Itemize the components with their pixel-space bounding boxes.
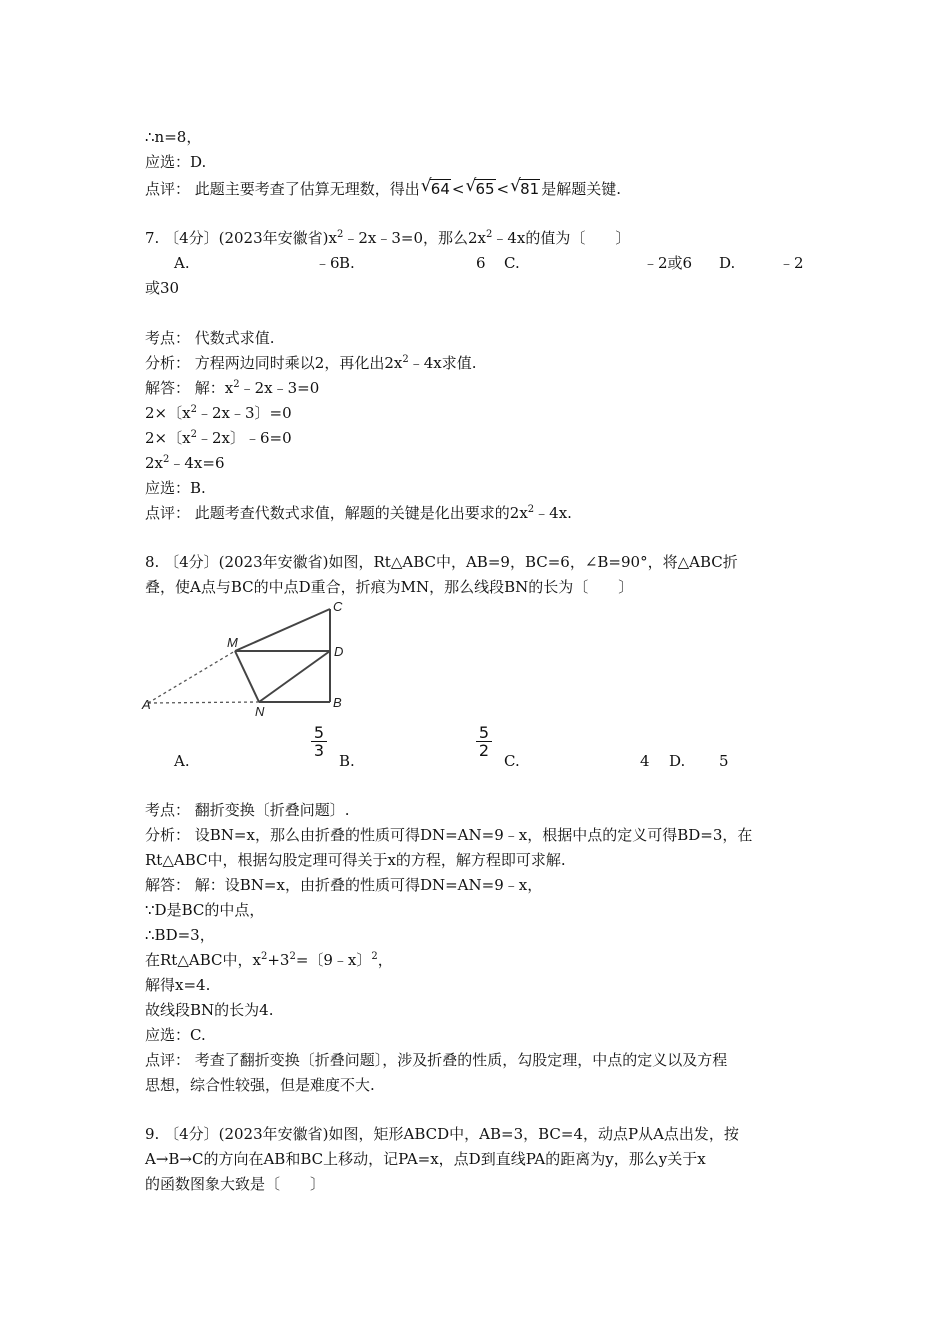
label-n: N bbox=[255, 704, 265, 719]
q9-stem-line3: 的函数图象大致是〔 〕 bbox=[145, 1175, 326, 1193]
q8-dianping-line1: 点评： 考查了翻折变换〔折叠问题〕，涉及折叠的性质，勾股定理，中点的定义以及方程 bbox=[145, 1051, 728, 1069]
label-b: B bbox=[333, 695, 342, 710]
q9-stem-line2: A→B→C的方向在AB和BC上移动，记PA=x，点D到直线PA的距离为y，那么y关于x bbox=[145, 1150, 706, 1168]
q8-option-c-label: C. bbox=[504, 752, 520, 770]
q8-fenxi-line2: Rt△ABC中，根据勾股定理可得关于x的方程，解方程即可求解. bbox=[145, 851, 566, 869]
q8-stem-line1: 8. 〔4分〕(2023年安徽省)如图，Rt△ABC中，AB=9，BC=6，∠B=90°，将△ABC折 bbox=[145, 553, 738, 571]
q7-option-d-value: ﹣2 bbox=[779, 254, 804, 272]
q7-step-1: 2×〔$x^2﹣2x﹣3$〕=0 bbox=[145, 404, 292, 422]
q7-stem: 7. 〔4分〕(2023年安徽省)$x^2﹣2x﹣3=0$，那么$2x^2﹣4x$的值为〔 〕 bbox=[145, 229, 631, 247]
q7-option-b-value: 6 bbox=[476, 254, 486, 272]
q8-answer: 应选：C. bbox=[145, 1026, 206, 1044]
edge-mn bbox=[235, 651, 259, 702]
q8-option-d-label: D. bbox=[669, 752, 686, 770]
q8-jieda: 解答： 解：设BN=x，由折叠的性质可得DN=AN=9﹣x， bbox=[145, 876, 543, 894]
q6-answer: 应选：D. bbox=[145, 153, 207, 171]
q8-step-2: ∴BD=3， bbox=[145, 926, 215, 944]
label-a: A bbox=[142, 697, 151, 712]
label-c: C bbox=[333, 599, 343, 614]
q8-step-3: 在Rt△ABC中，$x^2+3^2=$〔9﹣x〕$^2$， bbox=[145, 951, 393, 969]
q8-step-5: 故线段BN的长为4. bbox=[145, 1001, 274, 1019]
q7-option-d-cont: 或30 bbox=[145, 279, 180, 297]
q7-fenxi: 分析： 方程两边同时乘以2，再化出$2x^2﹣4x$求值. bbox=[145, 354, 477, 372]
q8-dianping-line2: 思想，综合性较强，但是难度不大. bbox=[145, 1076, 375, 1094]
q8-fenxi-line1: 分析： 设BN=x，那么由折叠的性质可得DN=AN=9﹣x，根据中点的定义可得BD=3，在 bbox=[145, 826, 753, 844]
edge-an-dashed bbox=[148, 702, 259, 703]
q8-step-1: ∵D是BC的中点， bbox=[145, 901, 265, 919]
edge-nd bbox=[259, 651, 330, 702]
q7-option-a-label: A. bbox=[174, 254, 190, 272]
q7-option-c-value: ﹣2或6 bbox=[643, 254, 693, 272]
q7-option-d-label: D. bbox=[719, 254, 736, 272]
q8-kaodian: 考点： 翻折变换〔折叠问题〕. bbox=[145, 801, 350, 819]
label-m: M bbox=[227, 635, 238, 650]
q7-dianping: 点评： 此题考查代数式求值，解题的关键是化出要求的$2x^2﹣4x$. bbox=[145, 504, 572, 522]
q7-option-a-value: ﹣6 bbox=[315, 254, 340, 272]
q8-figure bbox=[140, 596, 370, 722]
q7-step-3: $2x^2﹣4x=6$ bbox=[145, 454, 225, 472]
q6-conclusion: ∴n=8， bbox=[145, 128, 202, 146]
q7-kaodian: 考点： 代数式求值. bbox=[145, 329, 275, 347]
q8-step-4: 解得x=4. bbox=[145, 976, 211, 994]
edge-mc bbox=[235, 609, 330, 651]
sqrt-64: √ 64 bbox=[420, 176, 450, 198]
q6-comment: 点评： 此题主要考查了估算无理数，得出 √ 64 < √ 65 < √ 81 是解题关键. bbox=[145, 176, 621, 198]
q8-option-a-fraction: $\frac{5}{3}$ bbox=[311, 724, 327, 759]
q8-option-b-fraction: $\frac{5}{2}$ bbox=[476, 724, 492, 759]
q7-jieda: 解答： 解：$x^2﹣2x﹣3=0$ bbox=[145, 379, 320, 397]
q7-option-c-label: C. bbox=[504, 254, 520, 272]
q7-step-2: 2×〔$x^2﹣2x$〕﹣6=0 bbox=[145, 429, 292, 447]
q8-stem-line2: 叠，使A点与BC的中点D重合，折痕为MN，那么线段BN的长为〔 〕 bbox=[145, 578, 634, 596]
q8-option-d-value: 5 bbox=[719, 752, 729, 770]
q8-option-b-label: B. bbox=[339, 752, 355, 770]
label-d: D bbox=[334, 644, 344, 659]
sqrt-65: √ 65 bbox=[465, 176, 495, 198]
q7-answer: 应选：B. bbox=[145, 479, 206, 497]
q8-option-c-value: 4 bbox=[640, 752, 650, 770]
edge-am-dashed bbox=[148, 651, 235, 703]
q7-option-b-label: B. bbox=[339, 254, 355, 272]
q8-option-a-label: A. bbox=[174, 752, 190, 770]
sqrt-81: √ 81 bbox=[510, 176, 540, 198]
q9-stem-line1: 9. 〔4分〕(2023年安徽省)如图，矩形ABCD中，AB=3，BC=4，动点P从A点出发，按 bbox=[145, 1125, 739, 1143]
